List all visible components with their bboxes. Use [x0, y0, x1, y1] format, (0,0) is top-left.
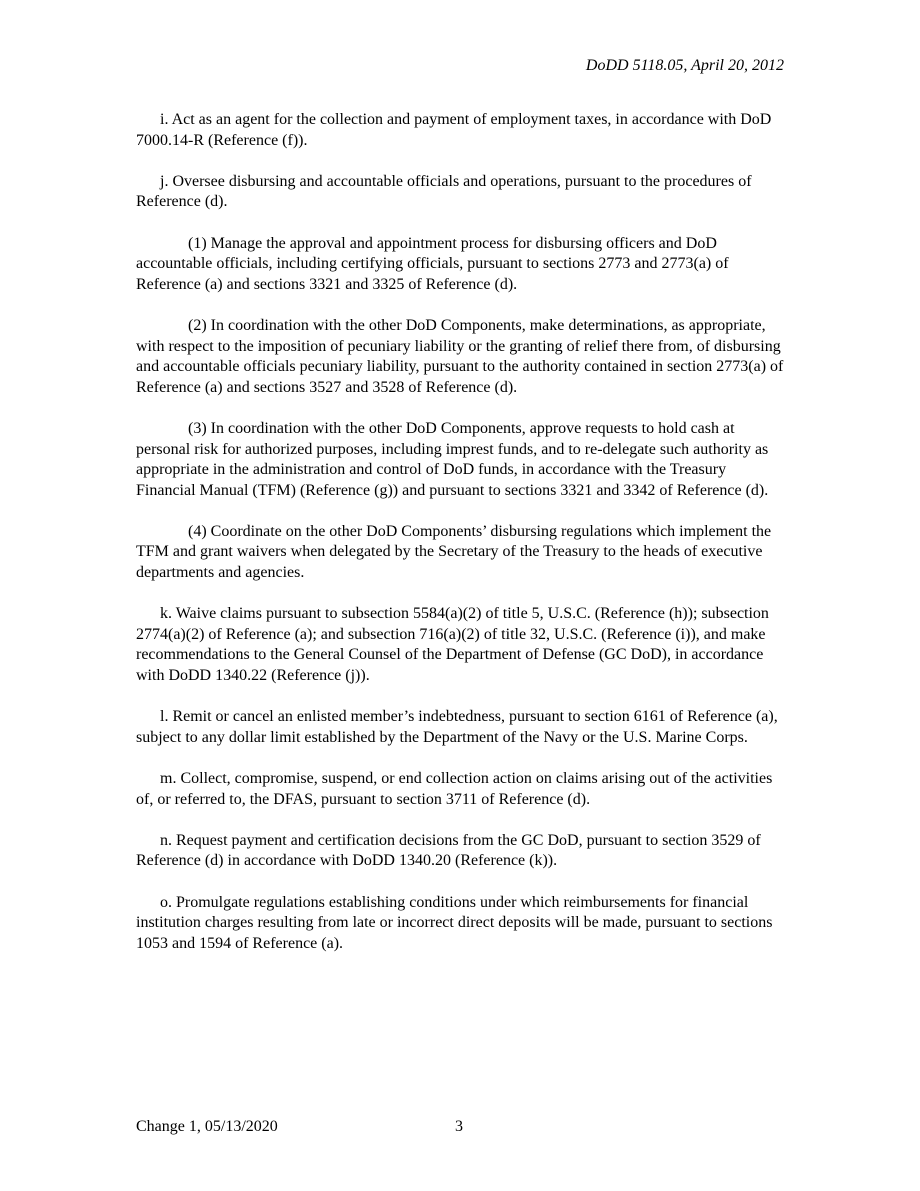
paragraph-m: m. Collect, compromise, suspend, or end collection action on claims arising out of the activities of, or referred to, the DFAS, pursuant to section 3711 of Reference (d). — [136, 770, 773, 808]
page-number: 3 — [455, 1118, 463, 1135]
paragraph-j: j. Oversee disbursing and accountable officials and operations, pursuant to the procedures of Reference (d). — [136, 172, 752, 211]
change-note: Change 1, 05/13/2020 — [136, 1118, 278, 1135]
paragraph-l: l. Remit or cancel an enlisted member’s indebtedness, pursuant to section 6161 of Reference (a), subject to any dollar limit established by the Department of the Navy or the U.S. Marine Corps. — [136, 708, 778, 746]
document-body — [136, 110, 788, 975]
paragraph-j-1: (1) Manage the approval and appointment process for disbursing officers and DoD accountable officials, including certifying officials, pursuant to sections 2773 and 2773(a) of Reference (a) and sections 3321 and 3325 of Reference (d). — [136, 234, 729, 293]
paragraph-j-3: (3) In coordination with the other DoD Components, approve requests to hold cash at personal risk for authorized purposes, including imprest funds, and to re-delegate such authority as appropriate in the administration and control of DoD funds, in accordance with the Treasury Financial Manual (TFM) (Reference (g)) and pursuant to sections 3321 and 3342 of Reference (d). — [136, 419, 769, 499]
paragraph-j-4: (4) Coordinate on the other DoD Components’ disbursing regulations which implement the TFM and grant waivers when delegated by the Secretary of the Treasury to the heads of executive departments and agencies. — [136, 522, 772, 582]
paragraph-j-2: (2) In coordination with the other DoD Components, make determinations, as appropriate, with respect to the imposition of pecuniary liability or the granting of relief there from, of disbursing and accountable officials pecuniary liability, pursuant to the authority contained in section 2773(a) of Reference (a) and sections 3527 and 3528 of Reference (d). — [136, 316, 784, 396]
paragraph-n: n. Request payment and certification decisions from the GC DoD, pursuant to section 3529 of Reference (d) in accordance with DoDD 1340.20 (Reference (k)). — [136, 831, 761, 870]
paragraph-i: i. Act as an agent for the collection and payment of employment taxes, in accordance with DoD 7000.14-R (Reference (f)). — [136, 111, 772, 149]
paragraph-k: k. Waive claims pursuant to subsection 5584(a)(2) of title 5, U.S.C. (Reference (h)); subsection 2774(a)(2) of Reference (a); and subsection 716(a)(2) of title 32, U.S.C. (Reference (i)), and make recommendations to the General Counsel of the Department of Defense (GC DoD), in accordance with DoDD 1340.22 (Reference (j)). — [136, 605, 769, 685]
document-header: DoDD 5118.05, April 20, 2012 — [585, 57, 784, 74]
paragraph-o: o. Promulgate regulations establishing conditions under which reimbursements for financial institution charges resulting from late or incorrect direct deposits will be made, pursuant to sections 1053 and 1594 of Reference (a). — [136, 893, 773, 952]
